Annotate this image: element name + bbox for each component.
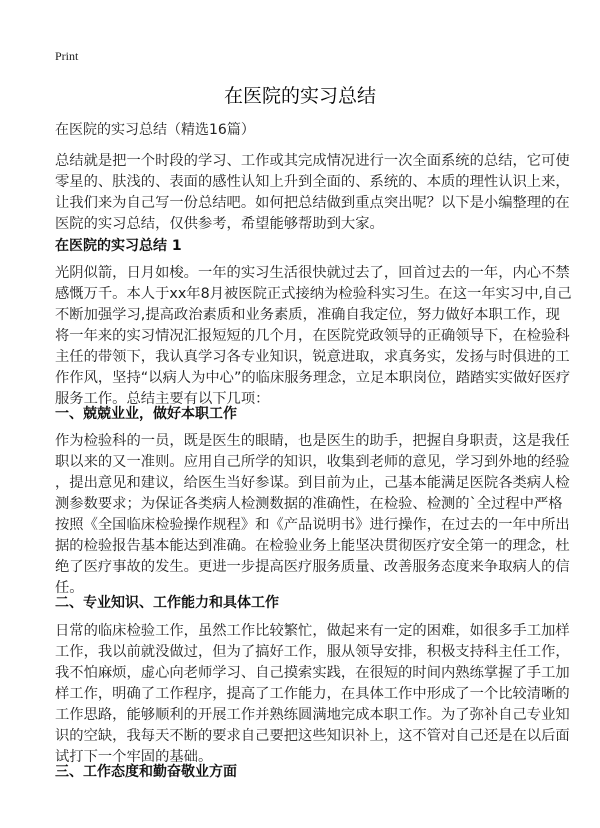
intro-paragraph	[55, 151, 570, 235]
article-heading-block	[55, 235, 555, 255]
text-line: 样工作，明确了工作程序，提高了工作能力，在具体工作中形成了一个比较清晰的	[55, 686, 570, 702]
opening-paragraph	[55, 263, 572, 410]
text-line: 职以来的又一准则。应用自己所学的知识，收集到老师的意见，学习到外地的经验	[55, 454, 570, 470]
text-line: 我不怕麻烦，虚心向老师学习、自己摸索实践，在很短的时间内熟练掌握了手工加	[55, 665, 570, 681]
document-subtitle: 在医院的实习总结（精选16篇）	[55, 122, 255, 138]
section-heading: 三、工作态度和勤奋敬业方面	[55, 764, 237, 780]
text-line: 服务工作。总结主要有以下几项：	[55, 391, 270, 407]
section-1-paragraph	[55, 431, 570, 599]
text-line: 作作风，坚持“以病人为中心”的临床服务理念，立足本职岗位，踏踏实实做好医疗	[55, 370, 571, 386]
text-line: 试打下一个牢固的基础。	[55, 749, 213, 765]
text-line: 测参数要求；为保证各类病人检测数据的准确性，在检验、检测的`全过程中严格	[55, 496, 563, 512]
text-line: 将一年来的实习情况汇报短短的几个月，在医院党政领导的正确领导下，在检验科	[55, 328, 570, 344]
text-line: 零星的、肤浅的、表面的感性认知上升到全面的、系统的、本质的理性认识上来，	[55, 174, 570, 190]
text-line: 工作，我以前就没做过，但为了搞好工作，服从领导安排，积极支持科主任工作，	[55, 644, 570, 660]
section-heading: 二、专业知识、工作能力和具体工作	[55, 595, 279, 611]
text-line: 按照《全国临床检验操作规程》和《产品说明书》进行操作，在过去的一年中所出	[55, 517, 570, 533]
text-line: 感慨万千。本人于xx年8月被医院正式接纳为检验科实习生。在这一年实习中,自己	[55, 286, 572, 302]
text-line: 让我们来为自己写一份总结吧。如何把总结做到重点突出呢？以下是小编整理的在	[55, 195, 570, 211]
print-label: Print	[55, 49, 79, 63]
section-2-heading-block	[55, 592, 555, 612]
text-line: 据的检验报告基本能达到准确。在检验业务上能坚决贯彻医疗安全第一的理念，杜	[55, 538, 570, 554]
section-3-heading-block	[55, 761, 555, 781]
document-title: 在医院的实习总结	[223, 85, 376, 107]
text-line: 光阴似箭，日月如梭。一年的实习生活很快就过去了，回首过去的一年，内心不禁	[55, 265, 570, 281]
text-line: 绝了医疗事故的发生。更进一步提高医疗服务质量、改善服务态度来争取病人的信	[55, 559, 570, 575]
text-line: ，提出意见和建议，给医生当好参谋。到目前为止，己基本能满足医院各类病人检	[55, 475, 570, 491]
text-line: 医院的实习总结，仅供参考，希望能够帮助到大家。	[55, 216, 384, 232]
text-line: 任。	[55, 580, 84, 596]
text-line: 总结就是把一个时段的学习、工作或其完成情况进行一次全面系统的总结，它可使	[55, 153, 570, 169]
text-line: 工作思路，能够顺利的开展工作并熟练圆满地完成本职工作。为了弥补自己专业知	[55, 707, 570, 723]
article-heading: 在医院的实习总结 1	[55, 238, 182, 254]
section-1-heading-block	[55, 403, 555, 423]
section-2-paragraph	[55, 621, 570, 768]
text-line: 识的空缺，我每天不断的要求自己要把这些知识补上，这不管对自己还是在以后面	[55, 728, 570, 744]
text-line: 不断加强学习,提高政治素质和业务素质，准确自我定位，努力做好本职工作，现	[55, 307, 560, 323]
text-line: 主任的带领下，我认真学习各专业知识，锐意进取，求真务实，发扬与时俱进的工	[55, 349, 570, 365]
text-line: 日常的临床检验工作，虽然工作比较繁忙，做起来有一定的困难，如很多手工加样	[55, 623, 570, 639]
text-line: 作为检验科的一员，既是医生的眼睛，也是医生的助手，把握自身职责，这是我任	[55, 433, 570, 449]
section-heading: 一、兢兢业业，做好本职工作	[55, 406, 237, 422]
